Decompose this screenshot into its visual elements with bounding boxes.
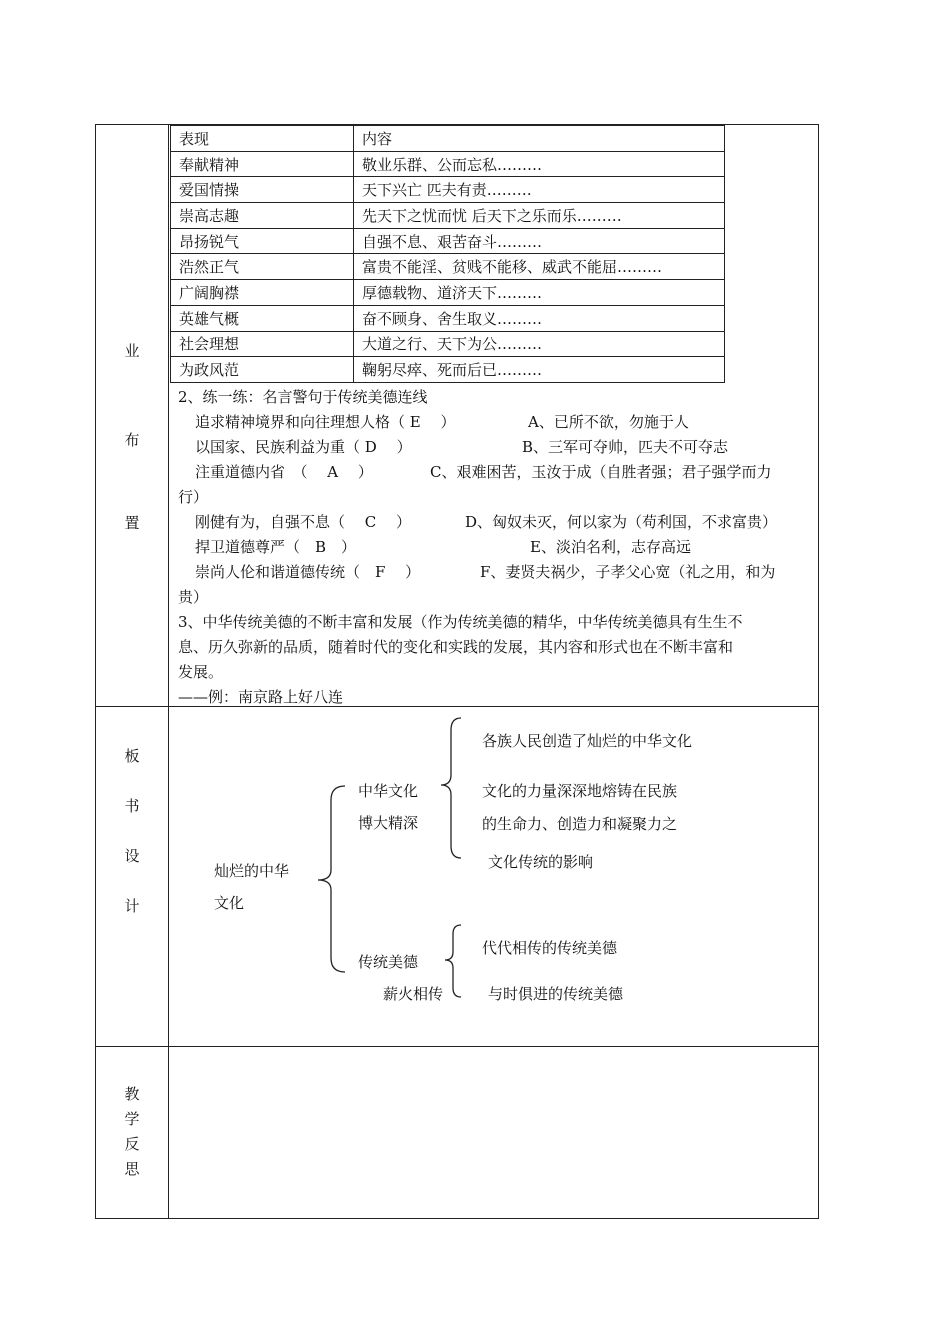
exercise-left: 注重道德内省 （ A ） [195, 463, 373, 481]
table-cell: 爱国情操 [171, 177, 354, 203]
table-cell: 敬业乐群、公而忘私……… [354, 151, 725, 177]
exercise-left: 刚健有为，自强不息（ C ） [195, 513, 412, 531]
exercise-left: 以国家、民族利益为重（ D ） [195, 438, 412, 456]
exercise-left: 捍卫道德尊严（ B ） [195, 538, 357, 556]
table-cell: 天下兴亡 匹夫有责……… [354, 177, 725, 203]
board-branch-item: 代代相传的传统美德 [482, 939, 618, 957]
development-line: 发展。 [178, 663, 224, 681]
label-homework-1: 业 [124, 342, 140, 360]
table-cell: 先天下之忧而忧 后天下之乐而乐……… [354, 203, 725, 229]
board-branch-item: 文化传统的影响 [488, 853, 594, 871]
root-brace-icon [318, 786, 345, 972]
board-branch-title: 中华文化 [358, 782, 419, 800]
table-cell: 鞠躬尽瘁、死而后已……… [354, 357, 725, 383]
table-cell: 奉献精神 [171, 151, 354, 177]
board-branch-item: 文化的力量深深地熔铸在民族 [482, 782, 678, 800]
table-cell: 英雄气概 [171, 305, 354, 331]
board-branch-title: 博大精深 [358, 814, 419, 832]
exercise-left: 贵） [178, 588, 209, 606]
table-cell: 自强不息、艰苦奋斗……… [354, 228, 725, 254]
table-cell: 昂扬锐气 [171, 228, 354, 254]
label-board-4: 计 [124, 897, 140, 915]
exercise-right: B、三军可夺帅，匹夫不可夺志 [522, 438, 729, 456]
table-cell: 大道之行、天下为公……… [354, 331, 725, 357]
label-board-3: 设 [124, 847, 140, 865]
table-cell: 崇高志趣 [171, 203, 354, 229]
board-branch-title: 薪火相传 [383, 985, 444, 1003]
board-branch-title: 传统美德 [358, 953, 419, 971]
development-line: 息、历久弥新的品质，随着时代的变化和实践的发展，其内容和形式也在不断丰富和 [178, 638, 734, 656]
board-branch-item: 的生命力、创造力和凝聚力之 [482, 815, 678, 833]
label-board-2: 书 [124, 797, 140, 815]
label-reflection-4: 思 [124, 1160, 140, 1178]
table-header-cell: 内容 [354, 126, 725, 152]
table-cell: 富贵不能淫、贫贱不能移、威武不能屈……… [354, 254, 725, 280]
exercise-right: C、艰难困苦，玉汝于成（自胜者强；君子强学而力 [430, 463, 772, 481]
table-cell: 浩然正气 [171, 254, 354, 280]
exercise-right: D、匈奴未灭，何以家为（苟利国，不求富贵） [465, 513, 778, 531]
branch2-brace-icon [445, 925, 461, 997]
exercise-left: 崇尚人伦和谐道德传统（ F ） [195, 563, 421, 581]
table-cell: 为政风范 [171, 357, 354, 383]
board-branch-item: 各族人民创造了灿烂的中华文化 [482, 732, 693, 750]
board-root-line: 灿烂的中华 [214, 862, 290, 880]
label-reflection-3: 反 [124, 1135, 140, 1153]
development-line: 3、中华传统美德的不断丰富和发展（作为传统美德的精华，中华传统美德具有生生不 [178, 613, 743, 631]
exercise-title: 2、练一练：名言警句于传统美德连线 [178, 388, 428, 406]
label-reflection-2: 学 [124, 1110, 140, 1128]
development-line: ——例：南京路上好八连 [178, 688, 344, 706]
table-cell: 社会理想 [171, 331, 354, 357]
label-board-1: 板 [124, 747, 140, 765]
exercise-right: F、妻贤夫祸少，子孝父心宽（礼之用，和为 [480, 563, 776, 581]
label-homework-3: 置 [124, 514, 140, 532]
table-header-cell: 表现 [171, 126, 354, 152]
label-homework-2: 布 [124, 431, 140, 449]
board-branch-item: 与时俱进的传统美德 [488, 985, 624, 1003]
branch1-brace-icon [441, 718, 461, 858]
table-cell: 奋不顾身、舍生取义……… [354, 305, 725, 331]
exercise-right: E、淡泊名利，志存高远 [530, 538, 691, 556]
exercise-left: 追求精神境界和向往理想人格（ E ） [195, 413, 456, 431]
label-reflection-1: 教 [124, 1085, 140, 1103]
exercise-right: A、已所不欲，勿施于人 [528, 413, 689, 431]
table-cell: 厚德载物、道济天下……… [354, 280, 725, 306]
exercise-left: 行） [178, 488, 209, 506]
board-root-line: 文化 [214, 894, 245, 912]
table-cell: 广阔胸襟 [171, 280, 354, 306]
